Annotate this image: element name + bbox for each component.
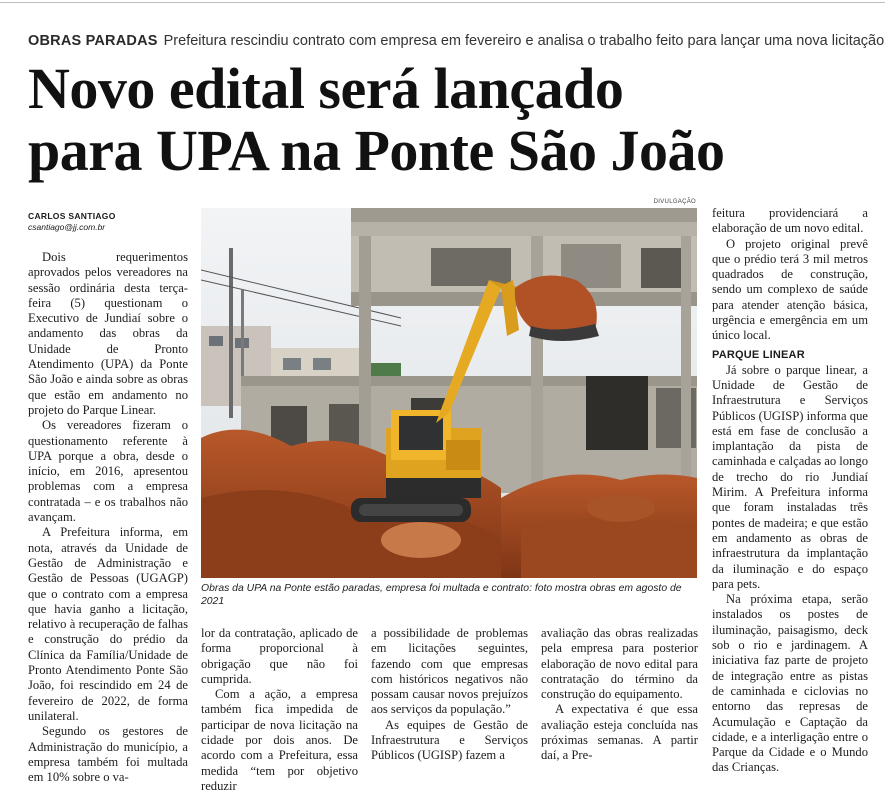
headline [28, 58, 878, 182]
photo-credit: DIVULGAÇÃO [653, 199, 696, 205]
paragraph: Já sobre o parque linear, a Unidade de Gestão de Infraestrutura e Serviços Públicos (UGISP) informa que está em fase de conclusão a implantação da pista de caminhada e calçadas ao longo de trecho do rio Jundiaí Mirim. A Prefeitura informa que foram instaladas três pontes de madeira; e que estão em andamento as obras de infraestrutura da implantação da iluminação e do espaço para pets. [712, 362, 868, 591]
author-name: CARLOS SANTIAGO [28, 211, 116, 221]
column-5 [712, 206, 868, 776]
paragraph: Os vereadores fizeram o questionamento referente à UPA porque a obra, desde o início, em 2016, apresentou problemas com a empresa contratada – e os trabalhos não avançam. [28, 418, 188, 525]
author-email[interactable]: csantiago@jj.com.br [28, 222, 106, 232]
paragraph: a possibilidade de problemas em licitações seguintes, fazendo com que empresas com históricos negativos não possam causar novos prejuízos aos serviços da população.” [371, 626, 528, 717]
kicker-text: Prefeitura rescindiu contrato com empresa em fevereiro e analisa o trabalho feito para lançar uma nova licitação [163, 33, 885, 49]
paragraph: avaliação das obras realizadas pela empresa para posterior elaboração de novo edital para contratação do término da construção do equipamento. [541, 626, 698, 702]
paragraph: O projeto original prevê que o prédio terá 3 mil metros quadrados de construção, sendo um complexo de saúde para atender atenção básica, urgência e emergência em um único local. [712, 236, 868, 343]
headline-line-2: para UPA na Ponte São João [28, 118, 725, 183]
column-1 [28, 250, 188, 785]
column-2 [201, 626, 358, 794]
photo-caption: Obras da UPA na Ponte estão paradas, empresa foi multada e contrato: foto mostra obras em agosto de 2021 [201, 583, 682, 607]
construction-photo [201, 208, 697, 578]
kicker [28, 32, 885, 50]
paragraph: Na próxima etapa, serão instalados os postes de iluminação, paisagismo, deck sob o rio e jardinagem. A iniciativa faz parte de projeto de integração entre as pistas de caminhada e ciclovias no entorno das represas de Acumulação e Captação da cidade, e a interligação entre o Parque da Cidade e o Mundo das Crianças. [712, 592, 868, 775]
paragraph: Dois requerimentos aprovados pelos vereadores na sessão ordinária desta terça-feira (5) questionam o Executivo de Jundiaí sobre o andamento das obras da Unidade de Pronto Atendimento (UPA) da Ponte São João e ainda sobre as obras que estão em andamento no projeto do Parque Linear. [28, 250, 188, 417]
column-3 [371, 626, 528, 764]
top-rule [0, 2, 885, 3]
paragraph: A Prefeitura informa, em nota, através da Unidade de Gestão de Administração e Gestão de Pessoas (UGAGP) que o contrato com a empresa que havia ganho a licitação, relativo à recuperação de falhas e construção do prédio da Clínica da Família/Unidade de Pronto Atendimento Ponte São João, foi rescindido em 24 de fevereiro de 2022, de forma unilateral. [28, 525, 188, 723]
paragraph: Com a ação, a empresa também fica impedida de participar de nova licitação na cidade por dois anos. De acordo com a Prefeitura, essa medida “tem por objetivo reduzir [201, 687, 358, 793]
byline [28, 211, 193, 233]
section-heading: PARQUE LINEAR [712, 348, 805, 361]
headline-line-1: Novo edital será lançado [28, 56, 624, 121]
paragraph: lor da contratação, aplicado de forma proporcional à obrigação que não foi cumprida. [201, 626, 358, 686]
kicker-tag: OBRAS PARADAS [28, 33, 158, 49]
paragraph: feitura providenciará a elaboração de um novo edital. [712, 206, 868, 236]
paragraph: Segundo os gestores de Administração do município, a empresa também foi multada em 10% sobre o va- [28, 724, 188, 785]
paragraph: As equipes de Gestão de Infraestrutura e Serviços Públicos (UGISP) fazem a [371, 717, 528, 763]
paragraph: A expectativa é que essa avaliação esteja concluída nas próximas semanas. A partir daí, a Pre- [541, 702, 698, 763]
column-4 [541, 626, 698, 764]
